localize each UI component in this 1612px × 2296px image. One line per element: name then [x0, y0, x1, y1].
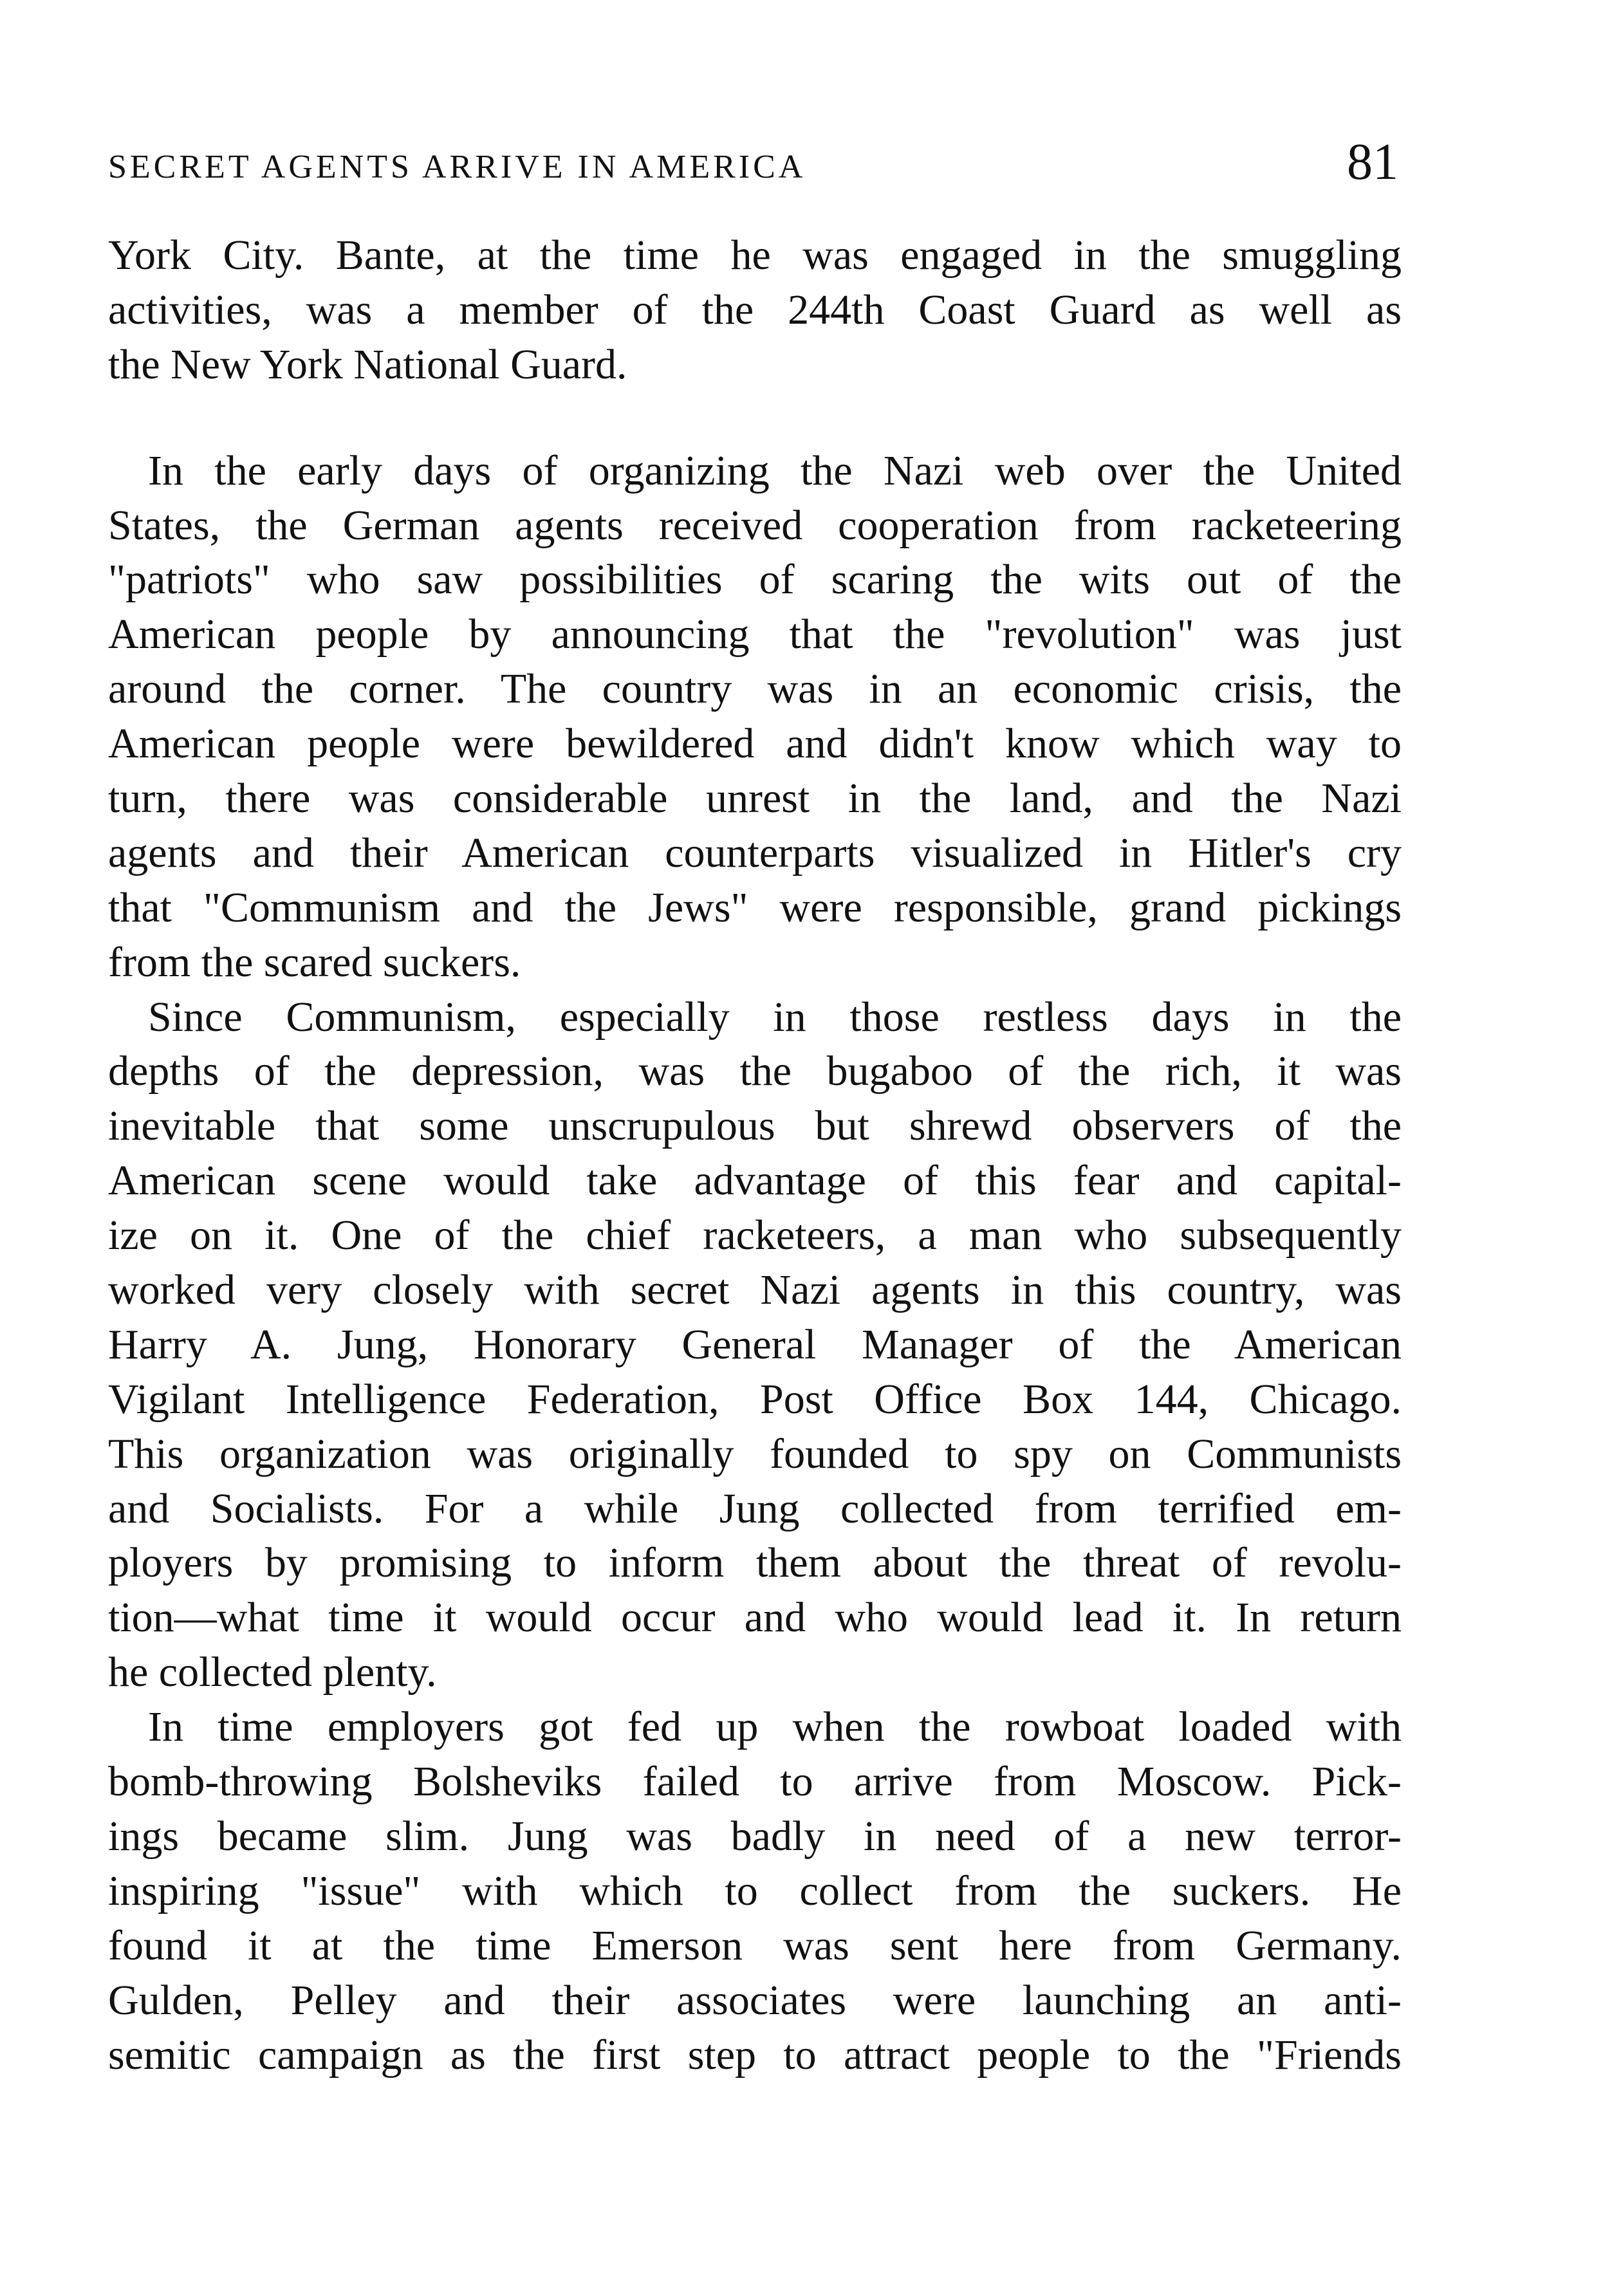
text-line: Harry A. Jung, Honorary General Manager of the American	[108, 1320, 1402, 1368]
paragraph-4	[108, 1700, 1402, 2082]
text-line: the New York National Guard.	[108, 340, 627, 388]
text-line: Since Communism, especially in those restless days in the	[148, 993, 1402, 1041]
text-line: ize on it. One of the chief racketeers, a man who subsequently	[108, 1212, 1402, 1259]
text-line: This organization was originally founded to spy on Communists	[108, 1430, 1402, 1477]
text-line: around the corner. The country was in an economic crisis, the	[108, 665, 1402, 713]
text-line: Vigilant Intelligence Federation, Post Office Box 144, Chicago.	[108, 1375, 1402, 1423]
text-line: activities, was a member of the 244th Coast Guard as well as	[108, 286, 1402, 333]
text-line: American scene would take advantage of this fear and capital-	[108, 1157, 1402, 1205]
text-line: bomb-throwing Bolsheviks failed to arrive from Moscow. Pick-	[108, 1758, 1402, 1806]
text-line: inevitable that some unscrupulous but shrewd observers of the	[108, 1102, 1402, 1150]
text-line: turn, there was considerable unrest in the land, and the Nazi	[108, 775, 1402, 822]
text-line: inspiring "issue" with which to collect from the suckers. He	[108, 1867, 1402, 1914]
text-line: York City. Bante, at the time he was engaged in the smuggling	[108, 232, 1402, 279]
paragraph-1	[108, 228, 1402, 393]
text-line: and Socialists. For a while Jung collected from terrified em-	[108, 1485, 1402, 1532]
text-line: Gulden, Pelley and their associates were launching an anti-	[108, 1976, 1402, 2024]
paragraph-gap	[108, 393, 1402, 444]
body-text	[108, 228, 1402, 2082]
running-head	[108, 136, 1398, 194]
text-line: American people were bewildered and didn't know which way to	[108, 720, 1402, 768]
text-line: agents and their American counterparts visualized in Hitler's cry	[108, 829, 1402, 876]
text-line: depths of the depression, was the bugaboo of the rich, it was	[108, 1048, 1402, 1095]
text-line: that "Communism and the Jews" were responsible, grand pickings	[108, 884, 1402, 931]
text-line: ings became slim. Jung was badly in need of a new terror-	[108, 1812, 1402, 1860]
text-line: tion—what time it would occur and who would lead it. In return	[108, 1594, 1402, 1642]
paragraph-3	[108, 990, 1402, 1701]
text-line: American people by announcing that the "revolution" was just	[108, 611, 1402, 658]
text-line: from the scared suckers.	[108, 938, 521, 986]
text-line: ployers by promising to inform them about the threat of revolu-	[108, 1539, 1402, 1587]
text-line: States, the German agents received cooperation from racketeering	[108, 501, 1402, 549]
paragraph-2	[108, 444, 1402, 990]
text-line: he collected plenty.	[108, 1649, 437, 1696]
text-line: found it at the time Emerson was sent here from Germany.	[108, 1921, 1402, 1969]
text-line: "patriots" who saw possibilities of scaring the wits out of the	[108, 556, 1402, 604]
text-line: semitic campaign as the first step to attract people to the "Friends	[108, 2031, 1402, 2078]
page-number: 81	[1347, 134, 1398, 190]
text-line: In time employers got fed up when the rowboat loaded with	[148, 1703, 1402, 1751]
text-line: worked very closely with secret Nazi agents in this country, was	[108, 1266, 1402, 1314]
text-line: In the early days of organizing the Nazi web over the United	[148, 447, 1402, 494]
running-title: SECRET AGENTS ARRIVE IN AMERICA	[108, 149, 806, 185]
